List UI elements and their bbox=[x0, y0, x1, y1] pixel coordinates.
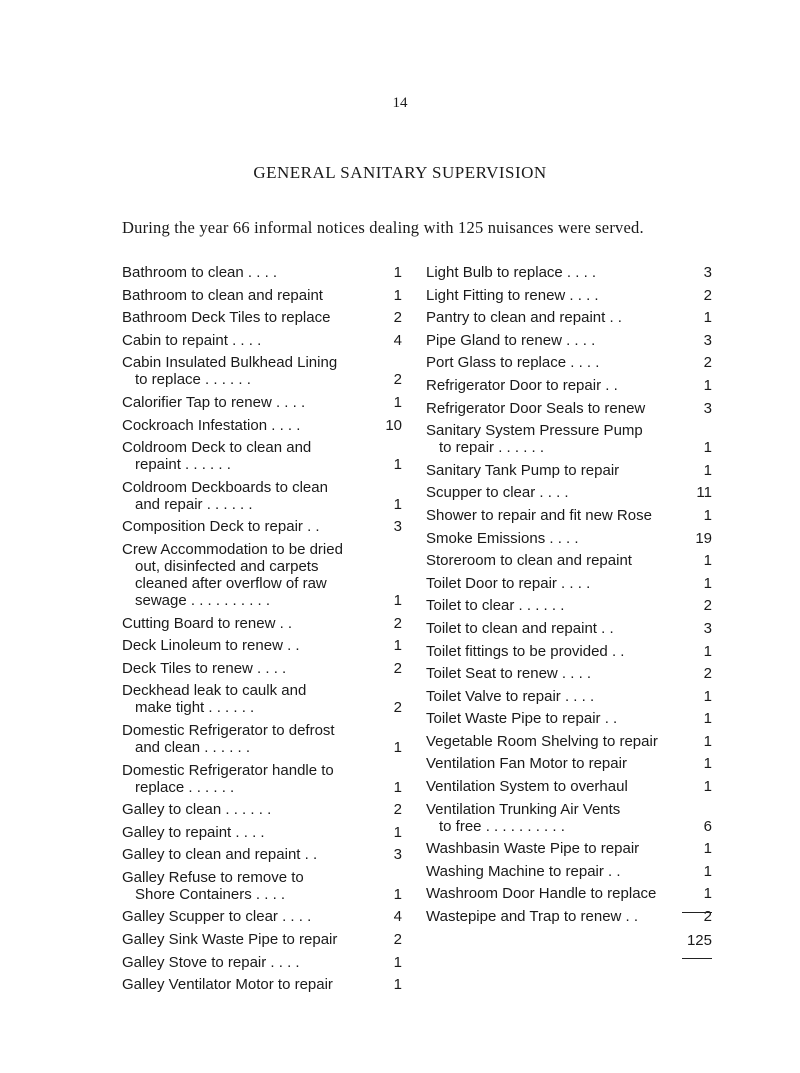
right-column bbox=[426, 264, 712, 931]
item-count: 3 bbox=[703, 331, 712, 349]
item-count: 2 bbox=[703, 354, 712, 372]
item-count: 6 bbox=[703, 817, 712, 835]
item-label: Deck Linoleum to renew . . bbox=[122, 637, 300, 655]
item-count: 11 bbox=[696, 484, 712, 502]
item-count: 1 bbox=[393, 456, 402, 474]
item-count: 1 bbox=[703, 552, 712, 570]
list-item bbox=[426, 643, 712, 666]
item-label: Domestic Refrigerator handle to bbox=[122, 761, 334, 779]
item-count: 1 bbox=[393, 778, 402, 796]
item-label: Cutting Board to renew . . bbox=[122, 614, 293, 632]
item-count: 1 bbox=[703, 642, 712, 660]
item-label: Galley Scupper to clear . . . . bbox=[122, 908, 312, 926]
item-label: and clean . . . . . . bbox=[135, 738, 251, 756]
item-label: Cabin Insulated Bulkhead Lining bbox=[122, 354, 338, 372]
item-count: 2 bbox=[393, 699, 402, 717]
item-count: 3 bbox=[393, 846, 402, 864]
list-item bbox=[426, 462, 712, 485]
item-label: Bathroom Deck Tiles to replace bbox=[122, 309, 331, 327]
list-item bbox=[426, 755, 712, 778]
item-count: 2 bbox=[703, 286, 712, 304]
list-item bbox=[122, 479, 402, 519]
list-item bbox=[426, 264, 712, 287]
item-label: Smoke Emissions . . . . bbox=[426, 529, 579, 547]
item-count: 1 bbox=[393, 264, 402, 281]
item-label: Deck Tiles to renew . . . . bbox=[122, 659, 287, 677]
item-count: 1 bbox=[393, 495, 402, 513]
item-label: Wastepipe and Trap to renew . . bbox=[426, 908, 639, 926]
item-label: out, disinfected and carpets bbox=[135, 557, 319, 575]
item-count: 10 bbox=[385, 416, 402, 434]
item-label: Toilet Waste Pipe to repair . . bbox=[426, 710, 618, 728]
list-item bbox=[426, 733, 712, 756]
item-label: replace . . . . . . bbox=[135, 778, 235, 796]
item-count: 2 bbox=[703, 597, 712, 615]
item-count: 2 bbox=[703, 908, 712, 926]
list-item bbox=[426, 665, 712, 688]
item-label: Toilet to clean and repaint . . bbox=[426, 619, 614, 637]
item-label: Light Bulb to replace . . . . bbox=[426, 264, 597, 281]
intro-paragraph: During the year 66 informal notices dealing with 125 nuisances were served. bbox=[122, 218, 644, 237]
list-item bbox=[122, 846, 402, 869]
item-label: Washroom Door Handle to replace bbox=[426, 885, 657, 903]
list-item bbox=[426, 552, 712, 575]
list-item bbox=[426, 507, 712, 530]
item-label: make tight . . . . . . bbox=[135, 699, 255, 717]
item-label: Galley Refuse to remove to bbox=[122, 868, 304, 886]
item-count: 1 bbox=[703, 778, 712, 796]
item-label: Scupper to clear . . . . bbox=[426, 484, 569, 502]
item-label: Coldroom Deck to clean and bbox=[122, 439, 312, 457]
item-label: Sanitary Tank Pump to repair bbox=[426, 461, 620, 479]
list-item bbox=[122, 309, 402, 332]
list-item bbox=[122, 660, 402, 683]
item-label: Ventilation System to overhaul bbox=[426, 778, 628, 796]
list-item bbox=[122, 682, 402, 722]
list-item bbox=[122, 615, 402, 638]
list-item bbox=[122, 976, 402, 999]
item-label: Pantry to clean and repaint . . bbox=[426, 309, 622, 327]
item-count: 3 bbox=[393, 518, 402, 536]
list-item bbox=[122, 354, 402, 394]
item-count: 1 bbox=[703, 755, 712, 773]
item-label: Port Glass to replace . . . . bbox=[426, 354, 600, 372]
list-item bbox=[426, 422, 712, 462]
list-item bbox=[122, 824, 402, 847]
list-item bbox=[122, 518, 402, 541]
item-count: 1 bbox=[703, 840, 712, 858]
list-item bbox=[122, 637, 402, 660]
list-item bbox=[122, 417, 402, 440]
item-label: to repair . . . . . . bbox=[439, 439, 545, 457]
item-label: Toilet to clear . . . . . . bbox=[426, 597, 565, 615]
item-label: Crew Accommodation to be dried bbox=[122, 540, 343, 558]
item-count: 1 bbox=[703, 885, 712, 903]
list-item bbox=[122, 954, 402, 977]
item-count: 1 bbox=[393, 823, 402, 841]
list-item bbox=[122, 332, 402, 355]
page-title: GENERAL SANITARY SUPERVISION bbox=[253, 163, 547, 182]
list-item bbox=[122, 869, 402, 909]
total-count: 125 bbox=[686, 932, 712, 949]
total-underline bbox=[682, 958, 712, 959]
list-item bbox=[426, 908, 712, 931]
item-label: Cockroach Infestation . . . . bbox=[122, 416, 301, 434]
item-label: repaint . . . . . . bbox=[135, 456, 231, 474]
list-item bbox=[122, 439, 402, 479]
list-item bbox=[122, 931, 402, 954]
item-label: Sanitary System Pressure Pump bbox=[426, 422, 643, 440]
item-count: 1 bbox=[703, 376, 712, 394]
item-label: Toilet Valve to repair . . . . bbox=[426, 687, 595, 705]
list-item bbox=[122, 264, 402, 287]
item-label: Galley to repaint . . . . bbox=[122, 823, 265, 841]
list-item bbox=[426, 620, 712, 643]
item-label: Galley Sink Waste Pipe to repair bbox=[122, 931, 338, 949]
item-count: 1 bbox=[703, 461, 712, 479]
list-item bbox=[426, 309, 712, 332]
list-item bbox=[122, 801, 402, 824]
item-label: Bathroom to clean and repaint bbox=[122, 286, 323, 304]
item-label: Pipe Gland to renew . . . . bbox=[426, 331, 596, 349]
item-count: 1 bbox=[703, 574, 712, 592]
item-count: 1 bbox=[393, 286, 402, 304]
list-item bbox=[122, 287, 402, 310]
item-count: 4 bbox=[393, 331, 402, 349]
list-item bbox=[426, 863, 712, 886]
item-label: cleaned after overflow of raw bbox=[135, 574, 327, 592]
list-item bbox=[122, 722, 402, 762]
item-label: Storeroom to clean and repaint bbox=[426, 552, 632, 570]
item-label: Deckhead leak to caulk and bbox=[122, 682, 307, 700]
item-label: sewage . . . . . . . . . . bbox=[135, 591, 271, 609]
list-item bbox=[122, 394, 402, 417]
item-count: 1 bbox=[393, 953, 402, 971]
item-label: Coldroom Deckboards to clean bbox=[122, 478, 328, 496]
list-item bbox=[426, 597, 712, 620]
item-count: 1 bbox=[703, 506, 712, 524]
left-column bbox=[122, 264, 402, 999]
list-item bbox=[426, 710, 712, 733]
list-item bbox=[426, 400, 712, 423]
list-item bbox=[426, 778, 712, 801]
item-label: Composition Deck to repair . . bbox=[122, 518, 320, 536]
item-count: 2 bbox=[393, 309, 402, 327]
item-count: 19 bbox=[695, 529, 712, 547]
item-count: 3 bbox=[703, 264, 712, 281]
list-item bbox=[426, 575, 712, 598]
item-count: 3 bbox=[703, 399, 712, 417]
item-label: Ventilation Fan Motor to repair bbox=[426, 755, 627, 773]
item-count: 1 bbox=[393, 637, 402, 655]
item-label: Light Fitting to renew . . . . bbox=[426, 286, 599, 304]
list-item bbox=[426, 287, 712, 310]
list-item bbox=[122, 762, 402, 802]
list-item bbox=[426, 354, 712, 377]
list-item bbox=[122, 541, 402, 615]
item-label: Shore Containers . . . . bbox=[135, 885, 286, 903]
item-count: 2 bbox=[393, 801, 402, 819]
item-label: to replace . . . . . . bbox=[135, 371, 251, 389]
item-label: Bathroom to clean . . . . bbox=[122, 264, 278, 281]
item-label: Galley Ventilator Motor to repair bbox=[122, 976, 333, 994]
item-label: Calorifier Tap to renew . . . . bbox=[122, 393, 306, 411]
item-count: 1 bbox=[703, 439, 712, 457]
page-number: 14 bbox=[392, 95, 408, 111]
item-count: 1 bbox=[703, 862, 712, 880]
item-count: 2 bbox=[393, 931, 402, 949]
item-label: Domestic Refrigerator to defrost bbox=[122, 721, 335, 739]
item-count: 1 bbox=[393, 591, 402, 609]
item-label: Toilet fittings to be provided . . bbox=[426, 642, 625, 660]
list-item bbox=[426, 484, 712, 507]
item-count: 2 bbox=[393, 614, 402, 632]
item-label: Refrigerator Door Seals to renew bbox=[426, 399, 646, 417]
item-label: Washbasin Waste Pipe to repair bbox=[426, 840, 640, 858]
item-label: Toilet Seat to renew . . . . bbox=[426, 665, 592, 683]
item-count: 1 bbox=[703, 732, 712, 750]
item-count: 1 bbox=[393, 976, 402, 994]
item-label: Cabin to repaint . . . . bbox=[122, 331, 262, 349]
item-label: Refrigerator Door to repair . . bbox=[426, 376, 618, 394]
item-label: Galley to clean and repaint . . bbox=[122, 846, 318, 864]
list-item bbox=[426, 688, 712, 711]
list-item bbox=[426, 377, 712, 400]
item-count: 1 bbox=[393, 738, 402, 756]
item-count: 3 bbox=[703, 619, 712, 637]
total-rule bbox=[682, 912, 712, 913]
list-item bbox=[426, 840, 712, 863]
item-count: 1 bbox=[703, 687, 712, 705]
item-count: 4 bbox=[393, 908, 402, 926]
list-item bbox=[426, 885, 712, 908]
list-item bbox=[426, 801, 712, 841]
item-label: Ventilation Trunking Air Vents bbox=[426, 800, 621, 818]
item-label: Toilet Door to repair . . . . bbox=[426, 574, 591, 592]
item-label: to free . . . . . . . . . . bbox=[439, 817, 565, 835]
list-item bbox=[122, 908, 402, 931]
item-label: Washing Machine to repair . . bbox=[426, 862, 621, 880]
item-count: 1 bbox=[703, 309, 712, 327]
list-item bbox=[426, 530, 712, 553]
item-label: and repair . . . . . . bbox=[135, 495, 253, 513]
item-label: Vegetable Room Shelving to repair bbox=[426, 732, 658, 750]
item-label: Shower to repair and fit new Rose bbox=[426, 506, 652, 524]
item-count: 1 bbox=[393, 393, 402, 411]
item-label: Galley to clean . . . . . . bbox=[122, 801, 272, 819]
item-count: 1 bbox=[393, 885, 402, 903]
item-count: 2 bbox=[393, 371, 402, 389]
list-item bbox=[426, 332, 712, 355]
item-count: 2 bbox=[703, 665, 712, 683]
item-count: 2 bbox=[393, 659, 402, 677]
item-label: Galley Stove to repair . . . . bbox=[122, 953, 300, 971]
item-count: 1 bbox=[703, 710, 712, 728]
